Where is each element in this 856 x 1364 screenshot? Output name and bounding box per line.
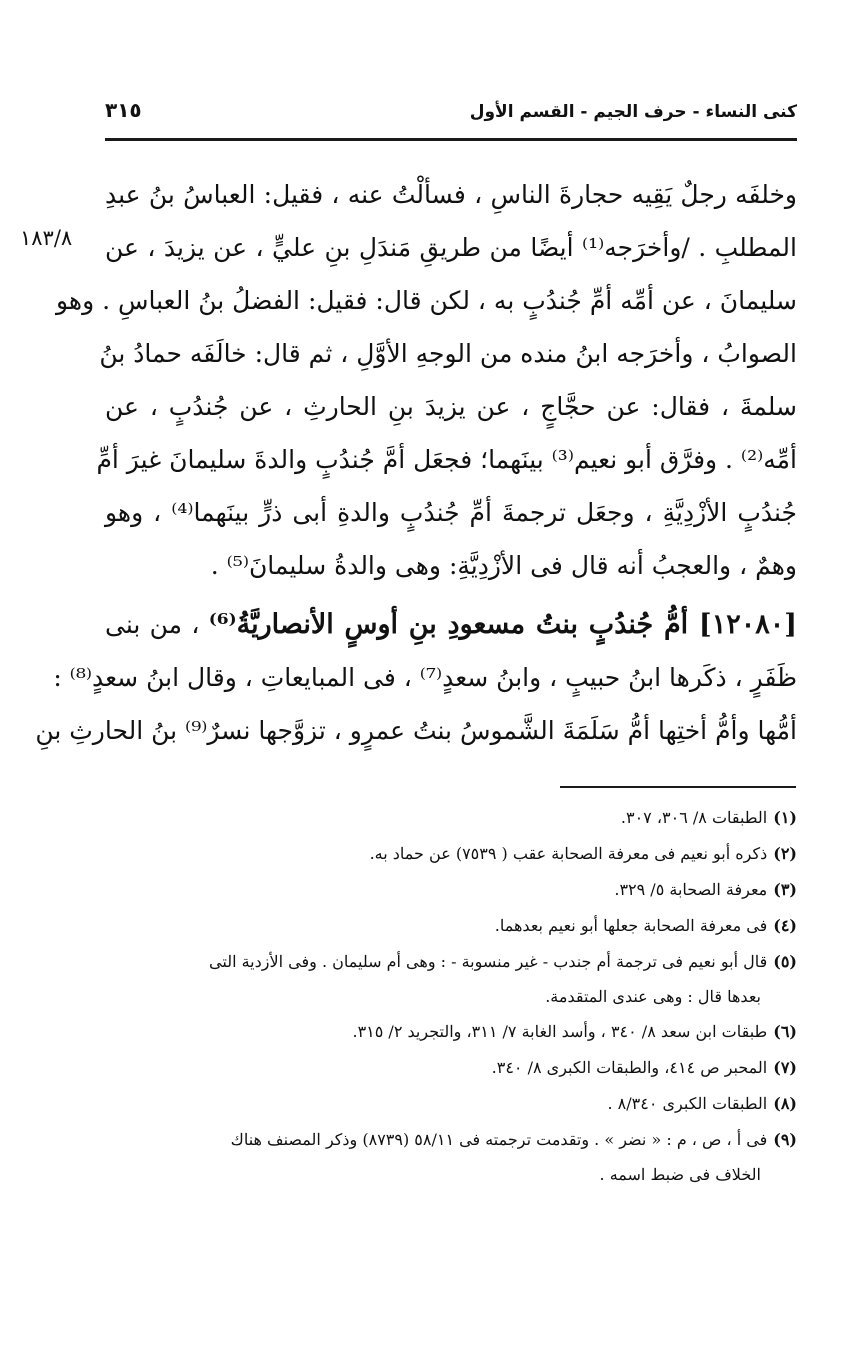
footnote-number: (٥) [773,952,797,971]
text-line: سليمانَ ، عن أمِّه أمِّ جُندُبٍ به ، لكن قال: فقيل: الفضلُ بنُ العباسِ . وهو [55,286,797,315]
footnote [105,836,797,872]
text-line: سلمةَ ، فقال: عن حجَّاجٍ ، عن يزيدَ بنِ الحارثِ ، عن جُندُبٍ ، عن [105,392,797,421]
footnote-text: الطبقات ٨/ ٣٠٦، ٣٠٧. [620,808,768,827]
footnote-text: ذكره أبو نعيم فى معرفة الصحابة عقب ( ٧٥٣٩) عن حماد به. [369,844,768,863]
footnote [105,1014,797,1050]
footnote-text: الطبقات الكبرى ٨/٣٤٠ . [607,1094,768,1113]
footnotes [105,800,797,1192]
footnote [105,944,797,1014]
text-line: الصوابُ ، وأخرَجه ابنُ منده من الوجهِ الأوَّلِ ، ثم قال: خالَفَه حمادُ بنُ [99,339,797,368]
footnote-separator [560,786,796,788]
footnote-number: (٣) [773,880,797,899]
footnote [105,872,797,908]
footnote-number: (٤) [773,916,797,935]
footnote [105,1086,797,1122]
footnote-number: (١) [773,808,797,827]
footnote [105,908,797,944]
text-line: أمُّها وأمُّ أختِها أمُّ سَلَمَةَ الشَّموسُ بنتُ عمرٍو ، تزوَّجها نسرٌ⁽⁹⁾ بنُ الحارثِ بنِ [35,716,797,745]
footnote-text: طبقات ابن سعد ٨/ ٣٤٠ ، وأسد الغابة ٧/ ٣١١، والتجريد ٢/ ٣١٥. [352,1022,768,1041]
header-rule [105,138,797,141]
footnote [105,1122,797,1192]
footnote-text: فى أ ، ص ، م : « نضر » . وتقدمت ترجمته فى ٥٨/١١ (٨٧٣٩) وذكر المصنف هناك [230,1130,768,1149]
footnote [105,800,797,836]
running-title: كنى النساء - حرف الجيم - القسم الأول [469,102,797,122]
footnote [105,1050,797,1086]
footnote-text: معرفة الصحابة ٥/ ٣٢٩. [614,880,768,899]
footnote-number: (٧) [773,1058,797,1077]
text-line: أمِّه⁽²⁾ . وفرَّق أبو نعيم⁽³⁾ بينَهما؛ فجعَل أمَّ جُندُبٍ والدةَ سليمانَ غيرَ أمِّ [96,445,797,474]
text-line: جُندُبٍ الأزْدِيَّةِ ، وجعَل ترجمةَ أمِّ جُندُبٍ والدةِ أبى ذرٍّ بينَهما⁽⁴⁾ ، وهو [105,498,797,527]
footnote-number: (٨) [773,1094,797,1113]
text-line: ظَفَرٍ ، ذكَرها ابنُ حبيبٍ ، وابنُ سعدٍ⁽⁷⁾ ، فى المبايعاتِ ، وقال ابنُ سعدٍ⁽⁸⁾ : [53,663,797,692]
footnote-text: المحبر ص ٤١٤، والطبقات الكبرى ٨/ ٣٤٠. [491,1058,768,1077]
page-header [105,96,797,136]
footnote-text: قال أبو نعيم فى ترجمة أم جندب - غير منسوبة - : وهى أم سليمان . وفى الأزدية التى [209,952,768,971]
page-number: ٣١٥ [105,98,142,122]
entry-heading-continuation: ، من بنى [105,610,200,639]
margin-volume-page-reference: ١٨٣/٨ [20,226,73,250]
text-line: وخلفَه رجلٌ يَقِيه حجارةَ الناسِ ، فسألْتُ عنه ، فقيل: العباسُ بنُ عبدِ [105,180,797,209]
footnote-number: (٢) [773,844,797,863]
text-line: المطلبِ . /وأخرَجه⁽¹⁾ أيضًا من طريقِ مَندَلِ بنِ عليٍّ ، عن يزيدَ ، عن [105,233,797,262]
footnote-continuation: الخلاف فى ضبط اسمه . [599,1165,761,1184]
footnote-text: فى معرفة الصحابة جعلها أبو نعيم بعدهما. [494,916,768,935]
text-line: وهمٌ ، والعجبُ أنه قال فى الأزْدِيَّةِ: وهى والدةُ سليمانَ⁽⁵⁾ . [210,551,797,580]
footnote-continuation: بعدها قال : وهى عندى المتقدمة. [545,987,761,1006]
footnote-number: (٩) [773,1130,797,1149]
entry-heading: [١٢٠٨٠] أمُّ جُندُبٍ بنتُ مسعودِ بنِ أوسٍ الأنصاريَّةُ⁽⁶⁾ [208,609,797,640]
footnote-number: (٦) [773,1022,797,1041]
entry-first-line [105,598,797,651]
